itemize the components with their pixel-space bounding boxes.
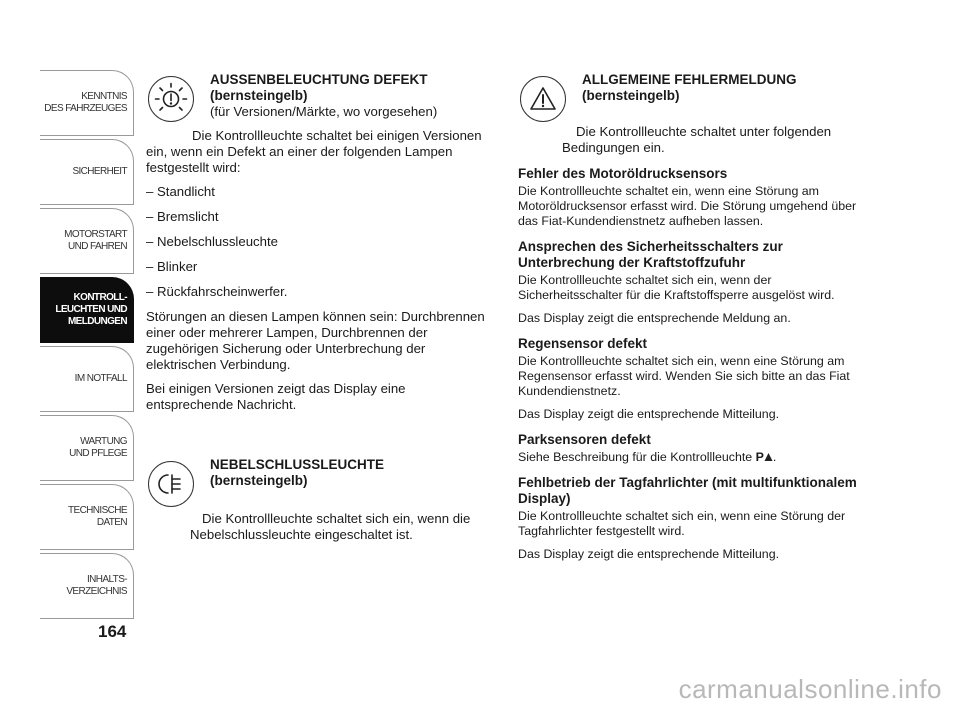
section-subtitle: (für Versionen/Märkte, wo vorgesehen) xyxy=(210,104,438,119)
intro-text: Die Kontrollleuchte schaltet unter folgenden Bedingungen ein. xyxy=(562,124,832,155)
tab-motorstart[interactable] xyxy=(40,208,134,274)
intro-text: Die Kontrollleuchte schaltet bei einigen Versionen ein, wenn ein Defekt an einer der folgenden Lampen festgestellt wird: xyxy=(146,128,482,175)
color-note: (bernsteingelb) xyxy=(210,88,308,103)
block-text: Die Kontrollleuchte schaltet sich ein, wenn der Sicherheitsschalter für die Kraftstoffsperre ausgelöst wird. xyxy=(518,273,835,302)
color-note: (bernsteingelb) xyxy=(582,88,680,103)
tab-inhaltsverzeichnis[interactable] xyxy=(40,553,134,619)
left-column xyxy=(146,72,496,551)
watermark: carmanualsonline.info xyxy=(678,674,942,704)
tab-im-notfall[interactable] xyxy=(40,346,134,412)
paragraph: Störungen an diesen Lampen können sein: Durchbrennen einer oder mehrerer Lampen, Durchbrennen der zugehörigen Sicherung oder Unterbrechung der elektrischen Verbindung. xyxy=(146,309,485,372)
section-title: AUSSENBELEUCHTUNG DEFEKT xyxy=(210,72,428,87)
block-heading: Ansprechen des Sicherheitsschalters zur Unterbrechung der Kraftstoffzufuhr xyxy=(518,239,783,270)
color-note: (bernsteingelb) xyxy=(210,473,308,488)
tab-wartung[interactable] xyxy=(40,415,134,481)
warning-triangle-icon xyxy=(520,76,566,122)
tab-label: MOTORSTART UND FAHREN xyxy=(64,229,127,252)
block-heading: Fehlbetrieb der Tagfahrlichter (mit multifunktionalem Display) xyxy=(518,475,857,506)
tab-kontrollleuchten[interactable] xyxy=(40,277,134,343)
block-heading: Parksensoren defekt xyxy=(518,432,651,447)
chapter-tabs xyxy=(40,70,134,622)
block-text: Das Display zeigt die entsprechende Mitteilung. xyxy=(518,407,780,421)
list-item: – Rückfahrscheinwerfer. xyxy=(146,284,288,299)
block-text: Siehe Beschreibung für die Kontrollleuchte xyxy=(518,450,753,464)
tab-label: INHALTS- VERZEICHNIS xyxy=(66,574,127,597)
block-heading: Regensensor defekt xyxy=(518,336,648,351)
tab-kenntnis[interactable] xyxy=(40,70,134,136)
section-title: NEBELSCHLUSSLEUCHTE xyxy=(210,457,385,472)
block-text-wrapper: Siehe Beschreibung für die Kontrollleuchte P . xyxy=(518,450,777,464)
block-text: Das Display zeigt die entsprechende Meldung an. xyxy=(518,311,791,325)
tab-label: TECHNISCHE DATEN xyxy=(67,505,127,528)
tab-label: KONTROLL- LEUCHTEN UND MELDUNGEN xyxy=(55,292,127,327)
tab-label: WARTUNG UND PFLEGE xyxy=(69,436,127,459)
list-item: – Nebelschlussleuchte xyxy=(146,234,278,249)
block-text: Die Kontrollleuchte schaltet sich ein, wenn eine Störung am Regensensor erfasst wird. Wenden Sie sich bitte an das Fiat Kundendienstnetz. xyxy=(518,354,850,398)
page-number: 164 xyxy=(98,622,127,641)
list-item: – Blinker xyxy=(146,259,198,274)
tab-technische-daten[interactable] xyxy=(40,484,134,550)
right-column xyxy=(518,72,868,570)
rear-fog-light-icon xyxy=(148,461,194,507)
parking-sensor-icon: P xyxy=(756,450,773,464)
list-item: – Bremslicht xyxy=(146,209,219,224)
general-fault-header xyxy=(518,72,868,122)
block-text: Die Kontrollleuchte schaltet sich ein, wenn eine Störung der Tagfahrlichter festgestellt wird. xyxy=(518,509,846,538)
tab-label: KENNTNIS DES FAHRZEUGES xyxy=(44,91,127,114)
exterior-light-fault-icon xyxy=(148,76,194,122)
tab-label: IM NOTFALL xyxy=(74,373,127,384)
fog-light-header xyxy=(146,457,496,507)
tab-sicherheit[interactable] xyxy=(40,139,134,205)
section-title: ALLGEMEINE FEHLERMELDUNG xyxy=(582,72,797,87)
block-text: Das Display zeigt die entsprechende Mitteilung. xyxy=(518,547,780,561)
tab-label: SICHERHEIT xyxy=(72,166,127,177)
block-text: Die Kontrollleuchte schaltet ein, wenn eine Störung am Motoröldrucksensor erfasst wird. Die Störung umgehend über das Fiat-Kundendienstnetz aufheben lassen. xyxy=(518,184,857,228)
exterior-light-header xyxy=(146,72,496,122)
block-heading: Fehler des Motoröldrucksensors xyxy=(518,166,728,181)
fog-light-text: Die Kontrollleuchte schaltet sich ein, wenn die Nebelschlussleuchte eingeschaltet ist. xyxy=(190,511,471,542)
list-item: – Standlicht xyxy=(146,184,215,199)
paragraph: Bei einigen Versionen zeigt das Display eine entsprechende Nachricht. xyxy=(146,381,406,412)
